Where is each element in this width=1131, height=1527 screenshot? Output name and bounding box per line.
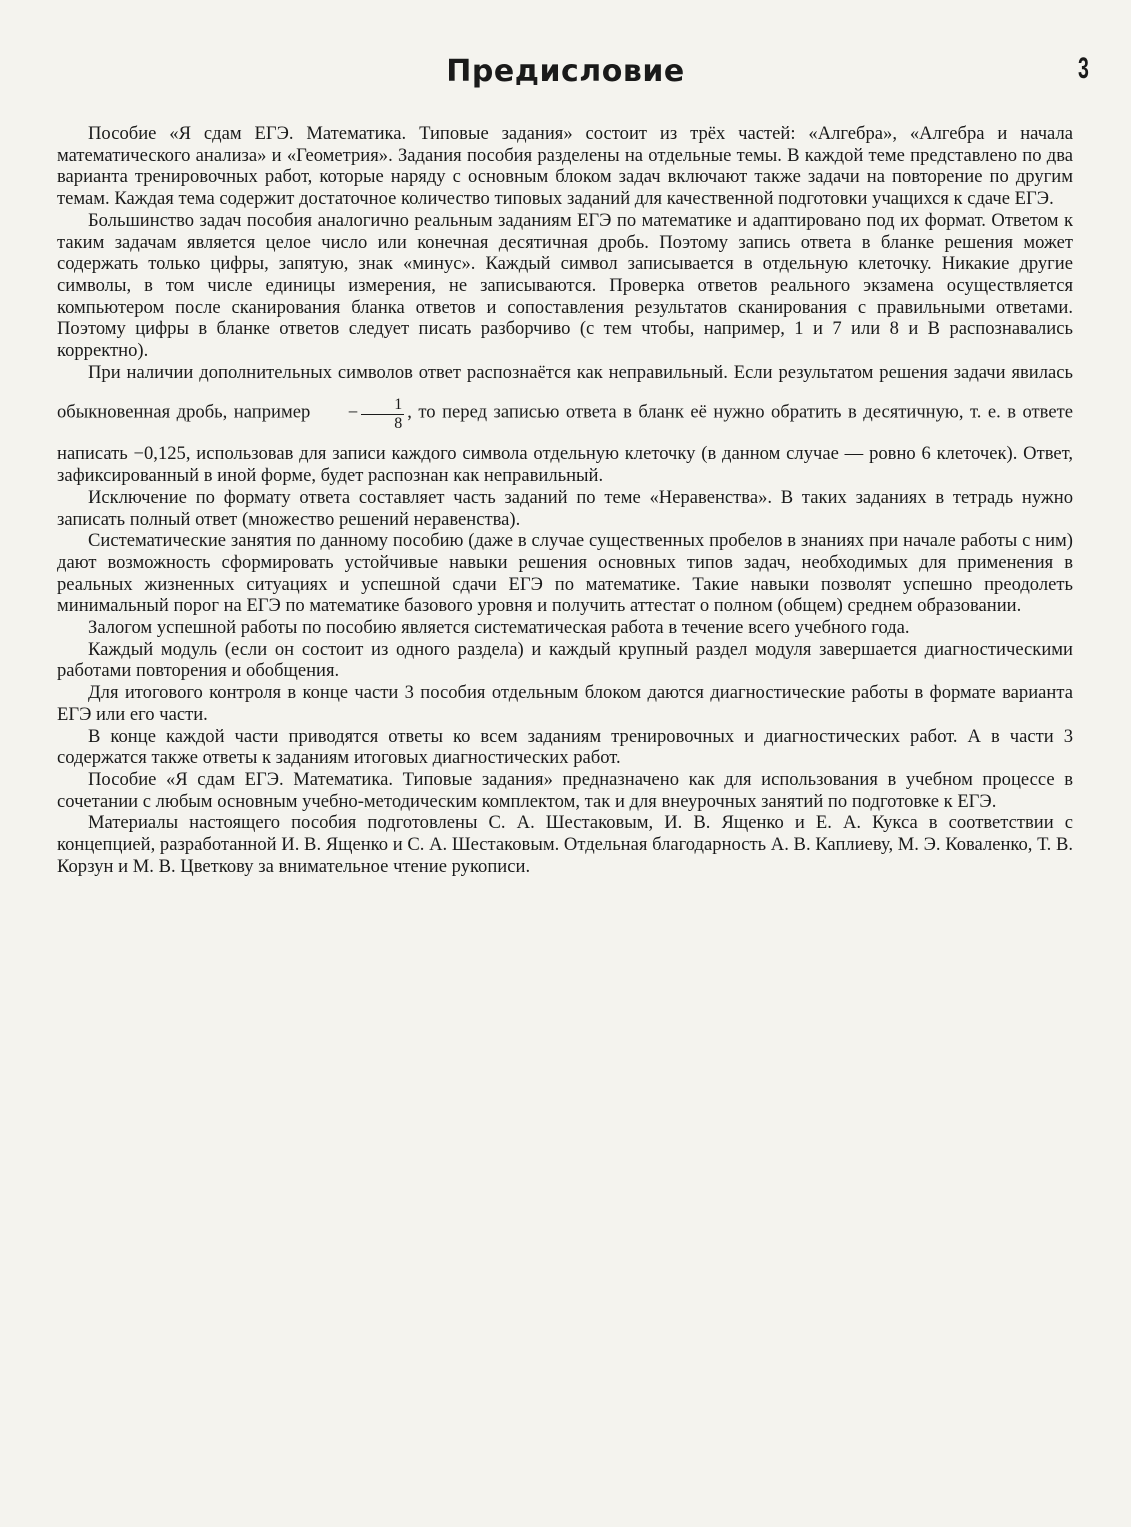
fraction-text-after: , то перед записью ответа в бланк её нужно обратить в десятичную, т. е. в ответе написать −0,125, использовав для записи каждого символа отдельную клеточку (в данном случае — ровно 6 клеточек). Ответ, зафиксированный в иной форме, будет распознан как неправильный. [57, 401, 1073, 487]
paragraph: Залогом успешной работы по пособию является систематическая работа в течение всего учебного года. [88, 617, 910, 639]
fraction-text-before: При наличии дополнительных символов ответ распознаётся как неправильный. Если результатом решения задачи явилась обыкновенная дробь, например [57, 361, 1073, 423]
paragraph-with-fraction [57, 362, 1073, 487]
paragraph: Материалы настоящего пособия подготовлены С. А. Шестаковым, И. В. Ященко и Е. А. Кукса в соответствии с концепцией, разработанной И. В. Ященко и С. А. Шестаковым. Отдельная благодарность А. В. Каплиеву, М. Э. Коваленко, Т. В. Корзун и М. В. Цветкову за внимательное чтение рукописи. [57, 812, 1073, 877]
paragraph: Каждый модуль (если он состоит из одного раздела) и каждый крупный раздел модуля завершается диагностическими работами повторения и обобщения. [57, 638, 1073, 682]
paragraph: Пособие «Я сдам ЕГЭ. Математика. Типовые задания» предназначено как для использования в учебном процессе в сочетании с любым основным учебно-методическим комплектом, так и для внеурочных занятий по подготовке к ЕГЭ. [57, 768, 1073, 812]
paragraph: Исключение по формату ответа составляет часть заданий по теме «Неравенства». В таких заданиях в тетрадь нужно записать полный ответ (множество решений неравенства). [57, 486, 1073, 530]
page-title: Предисловие [446, 54, 685, 89]
fraction [361, 396, 404, 433]
fraction-sign: − [347, 402, 359, 424]
paragraph: Большинство задач пособия аналогично реальным заданиям ЕГЭ по математике и адаптировано под их формат. Ответом к таким задачам является целое число или конечная десятичная дробь. Поэтому запись ответа в бланке решения может содержать только цифры, запятую, знак «минус». Каждый символ записывается в отдельную клеточку. Никакие другие символы, в том числе единицы измерения, не записываются. Проверка ответов реального экзамена осуществляется компьютером после сканирования бланка ответов и сопоставления результатов сканирования с правильными ответами. Поэтому цифры в бланке ответов следует писать разборчиво (с тем чтобы, например, 1 и 7 или 8 и В распознавались корректно). [57, 209, 1073, 362]
paragraph: Пособие «Я сдам ЕГЭ. Математика. Типовые задания» состоит из трёх частей: «Алгебра», «Алгебра и начала математического анализа» и «Геометрия». Задания пособия разделены на отдельные темы. В каждой теме представлено по два варианта тренировочных работ, которые наряду с основным блоком задач включают также задачи на повторение по другим темам. Каждая тема содержит достаточное количество типовых заданий для качественной подготовки учащихся к сдаче ЕГЭ. [57, 123, 1073, 210]
preface-body [57, 123, 1073, 878]
paragraph: Для итогового контроля в конце части 3 пособия отдельным блоком даются диагностические работы в формате варианта ЕГЭ или его части. [57, 682, 1073, 725]
paragraph: В конце каждой части приводятся ответы ко всем заданиям тренировочных и диагностических работ. А в части 3 содержатся также ответы к заданиям итоговых диагностических работ. [57, 725, 1073, 769]
fraction-example [317, 383, 408, 443]
fraction-numerator: 1 [361, 396, 404, 415]
paragraph: Систематические занятия по данному пособию (даже в случае существенных пробелов в знаниях при начале работы с ним) дают возможность сформировать устойчивые навыки решения основных типов задач, необходимых для применения в реальных жизненных ситуациях и успешной сдачи ЕГЭ по математике. Такие навыки позволят успешно преодолеть минимальный порог на ЕГЭ по математике базового уровня и получить аттестат о полном (общем) среднем образовании. [57, 530, 1073, 617]
fraction-denominator: 8 [394, 414, 403, 432]
page-number: 3 [1078, 52, 1089, 85]
